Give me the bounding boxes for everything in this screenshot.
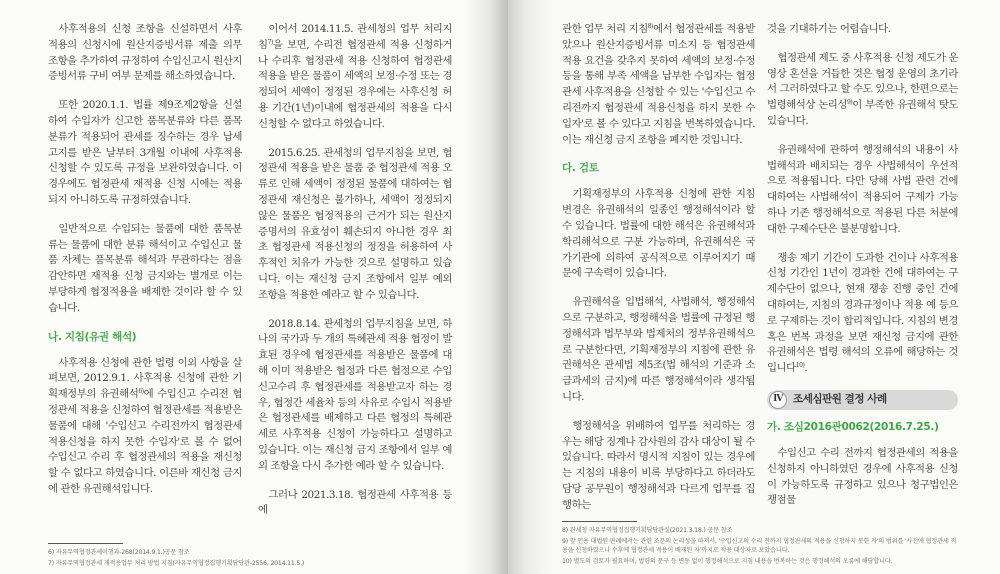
paragraph	[258, 22, 452, 133]
subsection-heading: 나. 지침(유권 해석)	[48, 330, 137, 343]
paragraph: 사후적용의 신청 조항을 신설하면서 사후적용의 신청시에 원산지증빙서류 제출 의무 조항을 추가하여 규정하여 수입신고시 원산지증빙서류 구비 여부 문제를 해소하였습니다.	[48, 23, 242, 83]
section-title: 조세심판원 결정 사례	[793, 393, 887, 406]
paragraph: 수입신고 수리 전까지 협정관세의 적용을 신청하지 아니하였던 경우에 사후적용 신청이 가능하도록 규정하고 있으나 청구법인은 쟁점물	[767, 446, 958, 507]
footnote-9: 9) 앞 인용 대법원 판례에서는 관련 조문의 논리성을 따져서, '수입신고의 수리 전까지 협정관세의 적용을 신청하지 못한 자'의 범위를 '사전에 협정관세 적용을 신청하였으나 수후에 협정관세 적용이 배제된 자'까지로 적용 대상자로 보았습니다.	[562, 538, 957, 554]
left-footnotes	[48, 543, 458, 570]
section-header-bar	[767, 390, 958, 410]
paragraph: 기획재정부의 사후적용 신청에 관한 지침 변경은 유권해석의 일종인 행정해석이라 할 수 있습니다. 법률에 대한 해석은 유권해석과 학리해석으로 구분 가능하며, 유권해석은 국가기관에 의하여 공식적으로 이루어지기 때문에 구속력이 있습니다.	[562, 188, 755, 280]
footnote-ref: 6)	[138, 388, 144, 396]
subsection-heading: 가. 조심2016관0062(2016.7.25.)	[767, 420, 939, 433]
text: 관한 업무 처리 지침	[562, 23, 648, 35]
paragraph	[767, 51, 958, 130]
paragraph	[48, 356, 242, 498]
left-column-2	[258, 22, 452, 532]
paragraph: 그러나 2021.3.18. 협정관세 사후적용 등에	[258, 488, 452, 517]
footnote-ref: 10)	[795, 362, 805, 370]
text: 사후적용 신청에 관한 법령 이외 사항을 살펴보면, 2012.9.1. 사후적용 신청에 관한 기획재정부의 유권해석	[48, 356, 242, 401]
footnote-10: 10) 별도의 검토가 필요하며, 법령의 문구 등 변동 없이 행정해석으로 지침 내용을 번복하는 것은 행정해석의 오류에 해당합니다.	[562, 558, 893, 565]
paragraph: 유권해석에 관하여 행정해석의 내용이 사법해석과 배치되는 경우 사법해석이 우선적으로 적용됩니다. 다만 당해 사법 관련 건에 대하여는 사법해석이 적용되어 구제가 가능하나 기존 행정해석으로 적용된 다른 처분에 대한 구제수단은 불분명합니다.	[767, 143, 958, 235]
footnote-divider	[562, 521, 637, 522]
text: 이 부족한 유권해석 탓도 있습니다.	[767, 99, 958, 127]
subsection-heading: 다. 검토	[562, 162, 599, 175]
footnote-ref: 9)	[847, 99, 853, 107]
paragraph: 유권해석을 입법해석, 사법해석, 행정해석으로 구분하고, 행정해석을 법률에 규정된 행정해석과 법무부와 법제처의 정부유권해석으로 구분한다면, 기획재정부의 지침에 관한 유권해석은 관세법 제5조(법 해석의 기준과 소급과세의 금지)에 따른 행정해석이라 생각됩니다.	[562, 296, 755, 403]
paragraph: 2018.8.14. 관세청의 업무지침을 보면, 하나의 국가과 두 개의 특혜관세 적용 협정이 발효된 경우에 협정관세를 적용받은 물품에 대해 이미 적용받은 협정과 다른 협정으로 수입신고수리 후 협정관세를 적용받고자 하는 경우, 협정간 세율차 등의 사유로 수입시 적용받은 협정관세를 배제하고 다른 협정의 특혜관세로 사후적용 신청이 가능하다고 설명하고 있습니다. 이는 재신청 금지 조항에서 일부 예외 조항을 다시 추가한 예라 할 수 있습니다.	[258, 317, 452, 472]
paragraph	[562, 22, 755, 148]
right-column-1	[562, 22, 755, 527]
paragraph: 것을 기대하기는 어렵습니다.	[767, 23, 891, 35]
text: 협정관세 제도 중 사후적용 신청 제도가 운영상 혼선을 거듭한 것은 협정 운영의 초기라서 그러하였다고 할 수도 있으나, 한편으로는 법령해석상 논리성	[767, 51, 958, 112]
footnote-ref: 8)	[647, 23, 654, 30]
paragraph: 행정해석을 위배하여 업무를 처리하는 경우는 해당 징계나 감사원의 감사 대상이 될 수 있습니다. 따라서 명시적 지침이 있는 경우에는 지침의 내용이 비록 부당하다고 하더라도 담당 공무원이 행정해석과 다르게 업무를 집행하는	[562, 419, 755, 511]
text: .	[804, 362, 808, 375]
paragraph: 2015.6.25. 관세청의 업무지침을 보면, 협정관세 적용을 받은 물품 중 협정관세 적용 오류로 인해 세액이 정정된 물품에 대하여는 협정관세 재신청은 불가하나, 세액이 정정되지 않은 물품은 협정적용의 근거가 되는 원산지증명서의 유효성이 훼손되지 아니한 경우 최초 협정관세 적용신청의 정정을 허용하여 사후적인 치유가 가능한 것으로 설명하고 있습니다. 이는 재신청 금지 조항에서 일부 예외 조항을 적용한 예라고 할 수 있습니다.	[258, 146, 452, 301]
footnote-8: 8) 관세청 자유무역협정집행기획담당관실(2021.3.18.) 공문 참조	[562, 527, 733, 534]
right-footnotes	[562, 521, 958, 568]
paragraph: 또한 2020.1.1. 법률 제9조제2항을 신설하여 수입자가 신고한 품목분류와 다른 품목분류가 적용되어 관세를 징수하는 경우 납세고지를 받은 날부터 3개월 이내에 사후적용 신청할 수 있도록 규정을 보완하였습니다. 이 경우에도 협정관세 재적용 신청 시에는 적용되지 아니하도록 규정하였습니다.	[48, 99, 242, 206]
text: 쟁송 제기 기간이 도과한 건이나 사후적용 신청 기간인 1년이 경과한 건에 대하여는 구제수단이 없으나, 현재 쟁송 진행 중인 건에 대하여는, 지침의 경과규정이나 적용 예 등으로 구제하는 것이 합리적입니다. 지침의 변경 혹은 번복 과정을 보면 재신청 금지에 관한 유권해석은 법령 해석의 오류에 해당하는 것입니다	[767, 251, 958, 375]
paragraph	[767, 251, 958, 377]
footnote-divider	[48, 543, 123, 544]
footnote-6: 6) 자유무역협정관세이행과-268(2014.9.1.)공문 참조	[48, 549, 190, 556]
footnote-7: 7) 자유무역협정관세 재적용업무 처리 방법 지침(자유무역협정집행기획담당관-2556, 2014.11.5.)	[48, 560, 305, 567]
right-column-2	[767, 22, 958, 522]
section-number-badge: Ⅳ	[769, 391, 787, 409]
text: 에 수입신고 수리전 협정관세 적용을 신청하여 협정관세를 적용받은 물품에 대해 '수입신고 수리전까지 협정관세 적용신청을 하지 못한 수입자'로 볼 수 없어 수입신고 수리 후 협정관세의 적용을 재신청할 수 없다고 하였습니다. 이른바 재신청 금지에 관한 유권해석입니다.	[48, 388, 242, 495]
text: 을 보면, 수리전 협정관세 적용 신청하거나 수리후 협정관세 적용 신청하여 협정관세 적용을 받은 물품이 세액의 보정·수정 또는 경정되어 세액이 정정된 경우에는 사후신청 허용 기간(1년)이내에 협정관세의 적용을 다시 신청할 수 없다고 하였습니다.	[258, 38, 452, 130]
paragraph: 일반적으로 수입되는 물품에 대한 품목분류는 물품에 대한 분류 해석이고 수입신고 물품 자체는 품목분류 해석과 무관하다는 점을 감안하면 재적용 신청 금지와는 별개로 이는 부당하게 협정적용을 배제한 것이라 할 수 있습니다.	[48, 222, 242, 314]
left-column-1	[48, 22, 242, 511]
text: 이어서 2014.11.5. 관세청의 업무 처리지침	[258, 23, 452, 51]
text: 에서 협정관세를 적용받았으나 원산지증빙서류 미소지 등 협정관세 적용 요건을 갖추지 못하여 세액의 보정·수정 등을 통해 부족 세액을 납부한 수입자는 협정관세 사후적용을 신청할 수 있는 '수입신고 수리전까지 협정관세 적용신청을 하지 못한 수입자'로 볼 수 있다고 지침을 번복하였습니다. 이는 재신청 금지 조항을 폐지한 것입니다.	[562, 23, 755, 146]
footnote-ref: 7)	[267, 38, 273, 46]
